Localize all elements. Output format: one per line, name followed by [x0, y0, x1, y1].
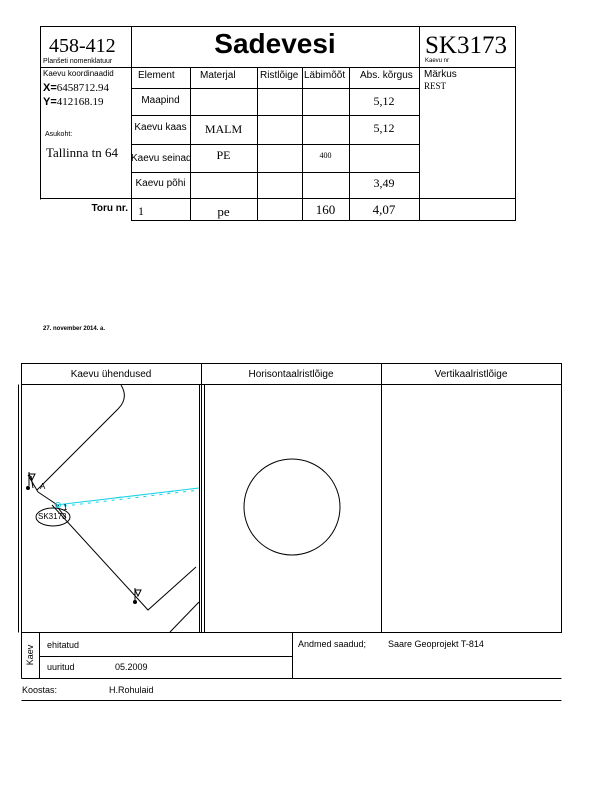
pipe-material: pe — [217, 204, 230, 219]
footer-side-label: Kaev — [25, 644, 35, 666]
row-kaas-material: MALM — [204, 122, 243, 136]
coord-y-value: 412168.19 — [56, 96, 104, 108]
well-id: SK3173 — [425, 32, 507, 59]
plan-caption: Planšeti nomenklatuur — [43, 58, 113, 65]
col-element: Element — [138, 70, 175, 81]
row-seinad-element: Kaevu seinad — [131, 153, 192, 164]
coords-caption: Kaevu koordinaadid — [43, 69, 114, 78]
plan-number: 458-412 — [49, 35, 116, 57]
row-maapind-element: Maapind — [141, 95, 180, 106]
col-abs-height: Abs. kõrgus — [360, 70, 413, 81]
coord-x-value: 6458712.94 — [56, 82, 110, 94]
drawing-label-1: 1 — [63, 503, 68, 512]
footer-source-label: Andmed saadud; — [298, 639, 367, 649]
pipe-label: Toru nr. — [91, 203, 128, 214]
footer-surveyed-value: 05.2009 — [115, 662, 148, 672]
coord-x — [43, 82, 109, 94]
col-material: Materjal — [200, 70, 236, 81]
pipe-diameter: 160 — [315, 202, 336, 217]
footer-author-value: H.Rohulaid — [109, 685, 154, 695]
panel-title-vertical: Vertikaalristlõige — [434, 369, 508, 380]
panel-title-horizontal: Horisontaalristlõige — [248, 369, 334, 380]
panel-title-connections: Kaevu ühendused — [70, 369, 152, 380]
row-seinad-material: PE — [216, 148, 231, 162]
footer-author-label: Koostas: — [22, 685, 58, 695]
footer-built-label: ehitatud — [47, 640, 80, 650]
footer-surveyed-label: uuritud — [47, 662, 75, 672]
well-cross-section-circle — [244, 459, 340, 555]
note-value: REST — [424, 81, 447, 91]
well-caption: Kaevu nr — [425, 58, 450, 64]
document-date: 27. november 2014. a. — [43, 326, 106, 332]
pipe-number: 1 — [138, 204, 144, 218]
col-cross-section: Ristlõige — [260, 70, 299, 81]
row-pohi-abs: 3,49 — [373, 176, 395, 190]
drawing-label-a: A — [40, 482, 46, 491]
footer-source-value: Saare Geoprojekt T-814 — [388, 639, 484, 649]
coord-y — [43, 96, 104, 108]
coord-y-label: Y= — [43, 96, 57, 108]
pipe-abs-height: 4,07 — [372, 202, 396, 217]
col-note: Märkus — [424, 69, 457, 80]
page-title: Sadevesi — [214, 28, 336, 59]
location-caption: Asukoht: — [45, 131, 73, 138]
location-value: Tallinna tn 64 — [46, 145, 119, 160]
row-maapind-abs: 5,12 — [373, 94, 395, 108]
row-kaas-element: Kaevu kaas — [134, 122, 187, 133]
row-kaas-abs: 5,12 — [373, 121, 395, 135]
row-pohi-element: Kaevu põhi — [135, 178, 186, 189]
col-diameter: Läbimõõt — [304, 70, 346, 81]
drawing-well-label: SK3173 — [38, 512, 67, 521]
coord-x-label: X= — [43, 82, 57, 94]
row-seinad-diameter: 400 — [319, 151, 332, 160]
